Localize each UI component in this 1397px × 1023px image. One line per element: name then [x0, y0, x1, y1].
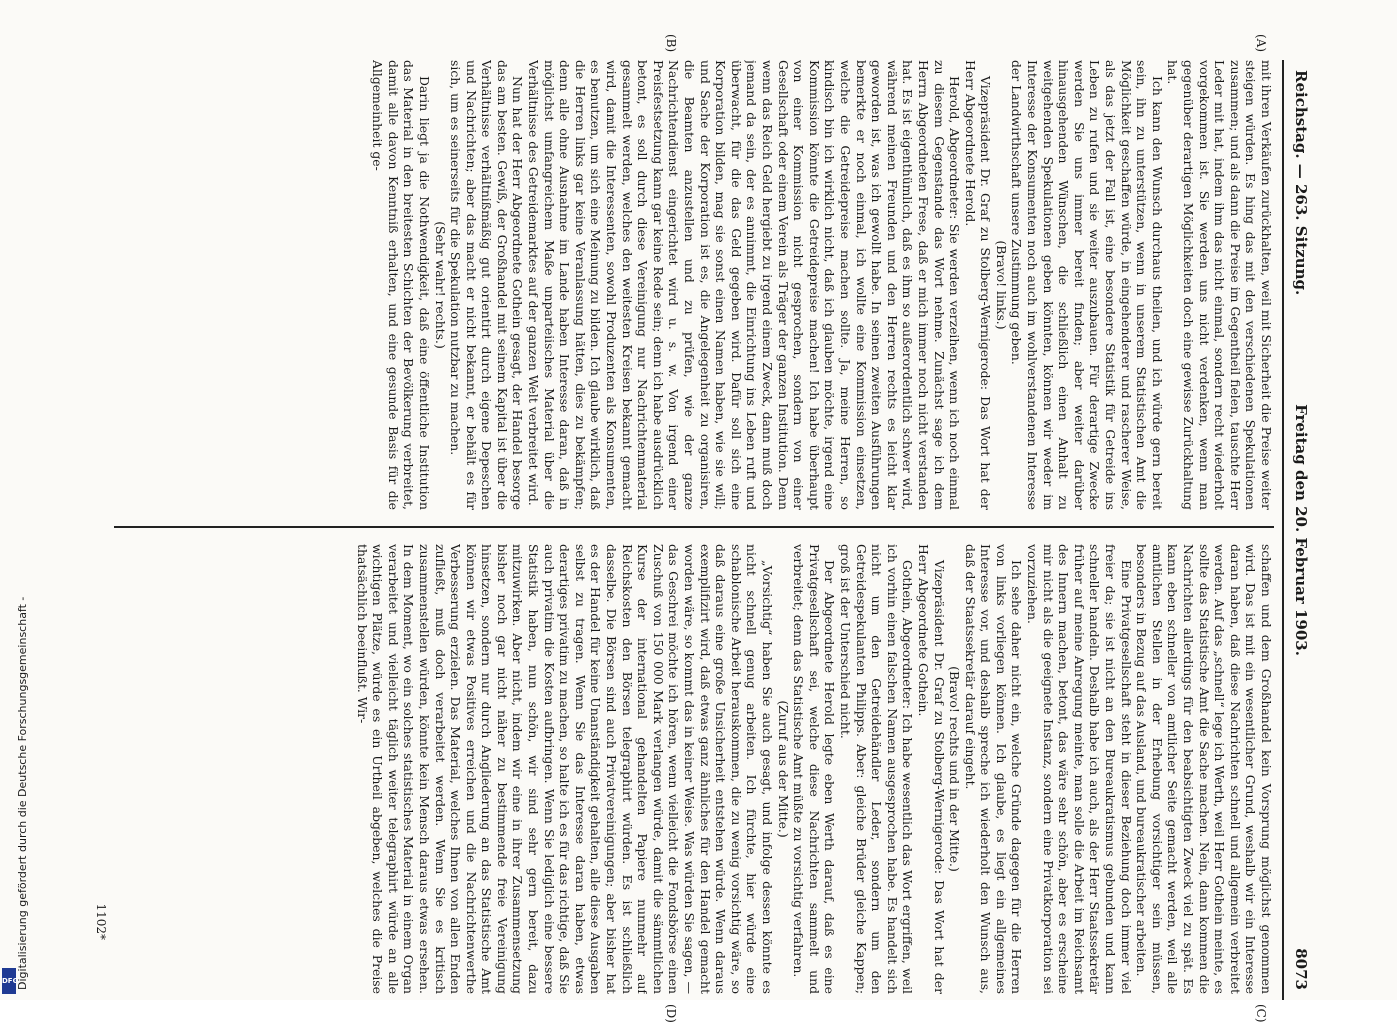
footer-page-number: 1102*: [94, 903, 108, 940]
text-column-left: [104, 60, 1274, 510]
dfg-logo-icon: DFG: [2, 968, 16, 994]
interjection: (Sehr wahr! rechts.): [432, 221, 448, 349]
column-divider: [114, 526, 1274, 528]
interjection: (Zuruf aus der Mitte.): [775, 700, 791, 838]
margin-marker-a: (A): [1254, 34, 1268, 53]
paragraph: Ich kann den Wunsch durchaus theilen, und ich würde gern bereit sein, ihn zu unterstützen, wenn in unserem Statistischen Amt die Möglichkeit geschaffen würde, in eingehenderer und rascherer Weise, als das jetzt der Fall ist, eine besondere Statistik für Getreide ins Leben zu rufen und sie weiter auszubauen. Für derartige Zwecke werden Sie uns immer bereit finden; aber weiter darüber hinausgehenden Wünschen, die schließlich einen Anhalt zu weitgehenden Spekulationen geben könnten, können wir weder im Interesse der Konsumenten noch auch im wohlverstandenen Interesse der Landwirthschaft unsere Zustimmung geben.: [1009, 60, 1165, 510]
header-page-number: 8073: [1292, 948, 1310, 990]
paragraph: „Vorsichtig“ haben Sie auch gesagt, und infolge dessen könnte es nicht schnell genug arbeiten. Ich fürchte, hier würde eine schablonische Arbeit herauskommen, die zu wenig vorsichtig wäre, so daß daraus eine große Unsicherheit entstehen würde. Wenn daraus exemplifizirt wird, daß etwas ganz ähnliches für den Handel gemacht worden wäre, so kommt das in keiner Weise. Was würden Sie sagen, — das Geschrei möchte ich hören, wenn vielleicht die Fondsbörse einen Zuschuß von 150 000 Mark verlangen würde, damit die sämmtlichen Kurse der international gehandelten Papiere nunmehr auf Reichskosten den Börsen telegraphirt würden. Es ist schließlich dasselbe. Die Börsen sind auch Privatvereinigungen; aber bisher hat es der Handel für keine Unanständigkeit gehalten, alle diese Ausgaben selbst zu tragen. Wenn Sie das Interesse daran haben, etwas derartiges privatim zu machen, so halte ich es für das richtige, daß Sie auch privatim die Kosten aufbringen. Wenn Sie lediglich eine bessere Statistik haben, nun schön, wir sind sehr gern bereit, dazu mitzuwirken. Aber nicht, indem wir eine in ihrer Zusammensetzung bisher noch gar nicht näher zu bestimmende freie Vereinigung hinsetzen, sondern nur durch Angliederung an das Statistische Amt können wir etwas Positives erreichen und die Nachrichtenwerthe Verbesserung erzielen. Das Material, welches Ihnen von allen Enden zufließt, muß doch verarbeitet werden. Wenn Sie es kritisch zusammenstellen würden, könnte kein Mensch daraus etwas ersehen. In dem Moment, wo ein solches statistisches Material in einem Organ verarbeitet und vielleicht täglich weiter telegraphirt würde an alle wichtigen Plätze, würde es ein Urtheil abgeben, welches die Preise thatsächlich beeinflußt. Wir-: [354, 544, 775, 994]
interjection: (Bravo! rechts und in der Mitte.): [947, 666, 963, 872]
digitization-credit-sidebar: [0, 0, 29, 1000]
paragraph: Eine Privatgesellschaft steht in dieser Beziehung doch immer viel freier da; sie ist nicht an den Bureaukratismus gebunden und kann schneller handeln. Deshalb habe ich auch, als der Herr Staatssekretär früher auf meine Anregung meinte, man solle die Arbeit im Reichsamt des Innern machen, betont, das wäre sehr schön, aber es erscheine mir nicht als die geeignete Instanz, sondern eine Privatkorporation sei vorzuziehen.: [1025, 544, 1134, 994]
header-date: Freitag den 20. Februar 1903.: [1292, 404, 1310, 656]
paragraph: mit ihren Verkäufen zurückhalten, weil mit Sicherheit die Preise weiter steigen würden. Es hing das mit den verschiedenen Spekulationen zusammen; und als dann die Preise im Gegentheil fielen, tauschte Herr Leder mit hat, indem ihm das nicht einmal, sondern recht wiederholt vorgekommen ist. Sie werden uns nicht verdenken, wenn man gegenüber derartigen Möglichkeiten doch eine gewisse Zurückhaltung hat.: [1165, 60, 1274, 510]
header-rule: [1282, 60, 1284, 1000]
paragraph: Herold, Abgeordneter: Sie werden verzeihen, wenn ich noch einmal zu diesem Gegenstande das Wort nehme. Zunächst sage ich dem Herrn Abgeordneten Frese, daß er mich immer noch nicht verstanden hat. Es ist eigenthümlich, daß es ihm so außerordentlich schwer wird, während meinen Freunden und den Herren rechts es leicht klar geworden ist, was ich gewollt habe. In seinen zweiten Ausführungen bemerkte er noch einmal, ich wollte eine Kommission einsetzen, welche die Getreidepreise machen sollte. Ja, meine Herren, so kindisch bin ich wirklich nicht, daß ich glauben möchte, irgend eine Kommission könnte die Getreidepreise machen! Ich habe überhaupt von einer Kommission nicht gesprochen, sondern von einer Gesellschaft oder einem Verein als Träger der ganzen Institution. Denn wenn das Reich Geld hergiebt zu irgend einem Zweck, dann muß doch jemand da sein, der es annimmt, die Einrichtung ins Leben ruft und überwacht, für die das Geld gegeben wird. Dafür soll sich eine Korporation bilden, mag sie sonst einen Namen haben, wie sie will; und Sache der Korporation ist es, die Angelegenheit zu organisiren, die Beamten anzustellen und zu prüfen, wie der ganze Nachrichtendienst eingerichtet wird u. s. w. Von irgend einer Preisfestsetzung kann gar keine Rede sein; denn ich habe ausdrücklich betont, es soll durch diese Vereinigung nur Nachrichtenmaterial gesammelt werden, welches den weitesten Kreisen bekannt gemacht wird, damit die Interessenten, sowohl Produzenten als Konsumenten, es benutzen, um sich eine Meinung zu bilden. Ich glaube wirklich, daß die Herren links gar keine Veranlassung hätten, dies zu bekämpfen; denn alle ohne Ausnahme im Lande haben Interesse daran, daß in möglichst umfangreichem Maße unparteiisches Material über die Verhältnisse des Getreidemarktes auf der ganzen Welt verbreitet wird.: [526, 60, 963, 510]
paragraph: Nun hat der Herr Abgeordnete Gothein gesagt, der Handel besorge das am besten. Gewiß, der Großhandel mit seinem Kapital ist über die Verhältnisse verhältnißmäßig gut orientirt durch eigene Depeschen und Nachrichten; aber das macht er nicht bekannt, er behält es für sich, um es seinerseits für die Spekulation nutzbar zu machen.: [448, 60, 526, 510]
paragraph: Darin liegt ja die Nothwendigkeit, daß eine öffentliche Institution das Material in den breitesten Schichten der Bevölkerung verbreitet, damit alle davon Kenntniß erhalten, und eine gesunde Basis für die Allgemeinheit ge-: [370, 60, 432, 510]
interjection: (Bravo! links.): [993, 240, 1009, 330]
digitization-credit-text: Digitalisierung gefördert durch die Deutsche Forschungsgemeinschaft -: [16, 596, 29, 990]
page-header: [1284, 60, 1318, 1000]
paragraph: Ich sehe daher nicht ein, welche Gründe dagegen für die Herren von links vorliegen können. Ich glaube, es liegt ein allgemeines Interesse vor, und deshalb spreche ich wiederholt den Wunsch aus, daß der Staatssekretär darauf eingeht.: [962, 544, 1025, 994]
text-column-right: [104, 544, 1274, 994]
paragraph: schaffen und dem Großhandel kein Vorsprung möglichst genommen wird. Das ist mit ein wesentlicher Grund, weshalb wir ein Interesse daran haben, daß diese Nachrichten schnell und allgemein verbreitet werden. Auf das „schnell“ lege ich Werth, weil Herr Gothein meinte, es sollte das Statistische Amt die Sache machen. Nein, dann kommen die Nachrichten allerdings für den beabsichtigten Zweck viel zu spät. Es kann eben schneller von amtlicher Seite gemacht werden, weil alle amtlichen Stellen in der Erhebung vorsichtiger sein müssen, besonders in Bezug auf das Ausland, und bureaukratischer arbeiten.: [1134, 544, 1274, 994]
paragraph: Vizepräsident Dr. Graf zu Stolberg-Wernigerode: Das Wort hat der Herr Abgeordnete Herold.: [962, 60, 994, 510]
paragraph: Gothein, Abgeordneter: Ich habe wesentlich das Wort ergriffen, weil ich vorhin einen falschen Namen ausgesprochen habe. Es handelt sich nicht um den Getreidehändler Leder, sondern um den Getreidespekulanten Philipps. Aber: gleiche Brüder gleiche Kappen; groß ist der Unterschied nicht.: [837, 544, 916, 994]
paragraph: Vizepräsident Dr. Graf zu Stolberg-Wernigerode: Das Wort hat der Herr Abgeordnete Gothein.: [915, 544, 947, 994]
margin-marker-c: (C): [1254, 1004, 1268, 1023]
rotated-page-content: [88, 34, 1318, 1023]
header-session: Reichstag. — 263. Sitzung.: [1292, 70, 1310, 296]
margin-marker-b: (B): [664, 34, 678, 53]
paragraph: Der Abgeordnete Herold legte eben Werth darauf, daß es eine Privatgesellschaft sei, welche diese Nachrichten sammelt und verbreitet; denn das Statistische Amt müßte zu vorsichtig verfahren.: [791, 544, 838, 994]
margin-marker-d: (D): [664, 1004, 678, 1023]
